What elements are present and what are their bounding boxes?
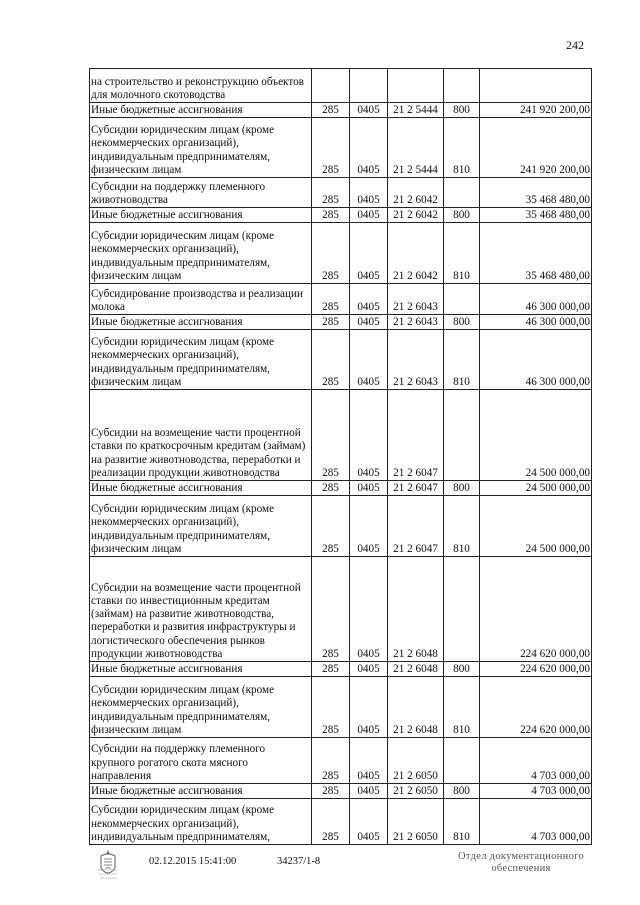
- footer-doc-number: 34237/1-8: [277, 856, 321, 867]
- row-vr: 810: [444, 677, 480, 738]
- row-section: 0405: [350, 223, 388, 284]
- footer-date: 02.12.2015 15:41:00: [149, 856, 237, 867]
- row-grbs: 285: [312, 315, 350, 330]
- row-section: 0405: [350, 118, 388, 178]
- coat-of-arms-icon: [95, 848, 121, 882]
- table-row: [90, 481, 592, 496]
- row-amount: 224 620 000,00: [480, 662, 592, 677]
- row-name: на строительство и реконструкцию объектов для молочного скотоводства: [90, 69, 312, 103]
- row-vr: 800: [444, 208, 480, 223]
- row-name: Субсидии юридическим лицам (кроме некоммерческих организаций), индивидуальным предпринимателям, физическим лицам: [90, 677, 312, 738]
- row-vr: [444, 178, 480, 208]
- row-amount: 24 500 000,00: [480, 481, 592, 496]
- row-vr: 810: [444, 799, 480, 845]
- row-grbs: 285: [312, 390, 350, 481]
- row-grbs: 285: [312, 208, 350, 223]
- row-grbs: 285: [312, 284, 350, 315]
- row-section: 0405: [350, 738, 388, 784]
- row-name: Субсидии юридическим лицам (кроме некоммерческих организаций), индивидуальным предпринимателям, физическим лицам: [90, 330, 312, 390]
- row-grbs: 285: [312, 557, 350, 662]
- row-vr: 800: [444, 103, 480, 118]
- row-section: 0405: [350, 662, 388, 677]
- row-name: Субсидии на возмещение части процентной ставки по краткосрочным кредитам (займам) на развитие животноводства, переработки и реализации продукции животноводства: [90, 390, 312, 481]
- row-grbs: 285: [312, 103, 350, 118]
- row-grbs: 285: [312, 118, 350, 178]
- row-name: Субсидии на поддержку племенного животноводства: [90, 178, 312, 208]
- table-row: [90, 662, 592, 677]
- row-section: 0405: [350, 557, 388, 662]
- table-row: [90, 69, 592, 103]
- table-row: [90, 103, 592, 118]
- table-row: [90, 557, 592, 662]
- table-row: [90, 784, 592, 799]
- row-target: 21 2 6048: [388, 677, 444, 738]
- row-section: 0405: [350, 677, 388, 738]
- row-section: 0405: [350, 103, 388, 118]
- row-target: 21 2 6050: [388, 784, 444, 799]
- row-section: 0405: [350, 284, 388, 315]
- row-target: 21 2 6042: [388, 223, 444, 284]
- table-row: [90, 118, 592, 178]
- stamp-line-2: обеспечения: [491, 863, 551, 874]
- table-row: [90, 223, 592, 284]
- row-target: 21 2 6050: [388, 738, 444, 784]
- row-section: 0405: [350, 315, 388, 330]
- budget-table: [89, 68, 592, 845]
- row-vr: 810: [444, 496, 480, 557]
- row-name: Субсидии юридическим лицам (кроме некоммерческих организаций), индивидуальным предпринимателям, физическим лицам: [90, 223, 312, 284]
- row-name: Субсидии на поддержку племенного крупного рогатого скота мясного направления: [90, 738, 312, 784]
- row-vr: 800: [444, 662, 480, 677]
- row-grbs: 285: [312, 799, 350, 845]
- row-grbs: 285: [312, 738, 350, 784]
- row-grbs: 285: [312, 481, 350, 496]
- row-grbs: 285: [312, 662, 350, 677]
- row-target: 21 2 6047: [388, 496, 444, 557]
- budget-table-body: [90, 69, 592, 845]
- row-name: Иные бюджетные ассигнования: [90, 481, 312, 496]
- row-vr: [444, 284, 480, 315]
- table-row: [90, 390, 592, 481]
- row-grbs: 285: [312, 496, 350, 557]
- row-name: Субсидии на возмещение части процентной ставки по инвестиционным кредитам (займам) на развитие животноводства, переработки и развития инфраструктуры и логистического обеспечения рынков продукции животноводства: [90, 557, 312, 662]
- row-amount: 24 500 000,00: [480, 390, 592, 481]
- row-vr: 810: [444, 330, 480, 390]
- row-target: 21 2 6043: [388, 315, 444, 330]
- row-target: 21 2 6043: [388, 330, 444, 390]
- row-name: Субсидии юридическим лицам (кроме некоммерческих организаций), индивидуальным предпринимателям,: [90, 799, 312, 845]
- row-amount: 46 300 000,00: [480, 330, 592, 390]
- row-section: [350, 69, 388, 103]
- row-target: 21 2 6043: [388, 284, 444, 315]
- row-amount: 241 920 200,00: [480, 103, 592, 118]
- row-section: 0405: [350, 784, 388, 799]
- row-grbs: [312, 69, 350, 103]
- table-row: [90, 738, 592, 784]
- row-section: 0405: [350, 496, 388, 557]
- row-target: 21 2 6042: [388, 208, 444, 223]
- row-vr: 800: [444, 315, 480, 330]
- row-name: Иные бюджетные ассигнования: [90, 315, 312, 330]
- row-vr: [444, 390, 480, 481]
- table-row: [90, 799, 592, 845]
- row-amount: 4 703 000,00: [480, 799, 592, 845]
- row-name: Субсидии юридическим лицам (кроме некоммерческих организаций), индивидуальным предпринимателям, физическим лицам: [90, 496, 312, 557]
- row-name: Иные бюджетные ассигнования: [90, 662, 312, 677]
- row-amount: 46 300 000,00: [480, 315, 592, 330]
- row-target: 21 2 6042: [388, 178, 444, 208]
- row-vr: [444, 738, 480, 784]
- table-row: [90, 677, 592, 738]
- table-row: [90, 330, 592, 390]
- row-amount: 4 703 000,00: [480, 784, 592, 799]
- row-name: Субсидии юридическим лицам (кроме некоммерческих организаций), индивидуальным предпринимателям, физическим лицам: [90, 118, 312, 178]
- row-name: Субсидирование производства и реализации молока: [90, 284, 312, 315]
- row-target: 21 2 5444: [388, 103, 444, 118]
- row-grbs: 285: [312, 677, 350, 738]
- row-target: 21 2 6047: [388, 390, 444, 481]
- row-name: Иные бюджетные ассигнования: [90, 208, 312, 223]
- row-amount: 35 468 480,00: [480, 223, 592, 284]
- stamp-line-1: Отдел документационного: [457, 851, 585, 862]
- row-amount: 224 620 000,00: [480, 677, 592, 738]
- row-name: Иные бюджетные ассигнования: [90, 103, 312, 118]
- table-row: [90, 315, 592, 330]
- row-section: 0405: [350, 330, 388, 390]
- row-grbs: 285: [312, 223, 350, 284]
- row-target: 21 2 6048: [388, 557, 444, 662]
- row-vr: [444, 69, 480, 103]
- row-target: 21 2 6047: [388, 481, 444, 496]
- row-target: [388, 69, 444, 103]
- table-row: [90, 284, 592, 315]
- row-section: 0405: [350, 208, 388, 223]
- page-number: 242: [566, 38, 584, 52]
- table-row: [90, 178, 592, 208]
- row-amount: 4 703 000,00: [480, 738, 592, 784]
- department-stamp: [446, 851, 596, 875]
- row-amount: 35 468 480,00: [480, 178, 592, 208]
- row-target: 21 2 5444: [388, 118, 444, 178]
- row-target: 21 2 6048: [388, 662, 444, 677]
- row-grbs: 285: [312, 784, 350, 799]
- row-section: 0405: [350, 799, 388, 845]
- row-grbs: 285: [312, 330, 350, 390]
- table-row: [90, 496, 592, 557]
- row-vr: 800: [444, 481, 480, 496]
- row-vr: 800: [444, 784, 480, 799]
- row-amount: 35 468 480,00: [480, 208, 592, 223]
- row-amount: 24 500 000,00: [480, 496, 592, 557]
- table-row: [90, 208, 592, 223]
- row-amount: 224 620 000,00: [480, 557, 592, 662]
- row-amount: [480, 69, 592, 103]
- row-section: 0405: [350, 390, 388, 481]
- row-amount: 46 300 000,00: [480, 284, 592, 315]
- row-vr: [444, 557, 480, 662]
- row-amount: 241 920 200,00: [480, 118, 592, 178]
- row-target: 21 2 6050: [388, 799, 444, 845]
- row-vr: 810: [444, 223, 480, 284]
- row-section: 0405: [350, 178, 388, 208]
- row-section: 0405: [350, 481, 388, 496]
- row-vr: 810: [444, 118, 480, 178]
- row-grbs: 285: [312, 178, 350, 208]
- row-name: Иные бюджетные ассигнования: [90, 784, 312, 799]
